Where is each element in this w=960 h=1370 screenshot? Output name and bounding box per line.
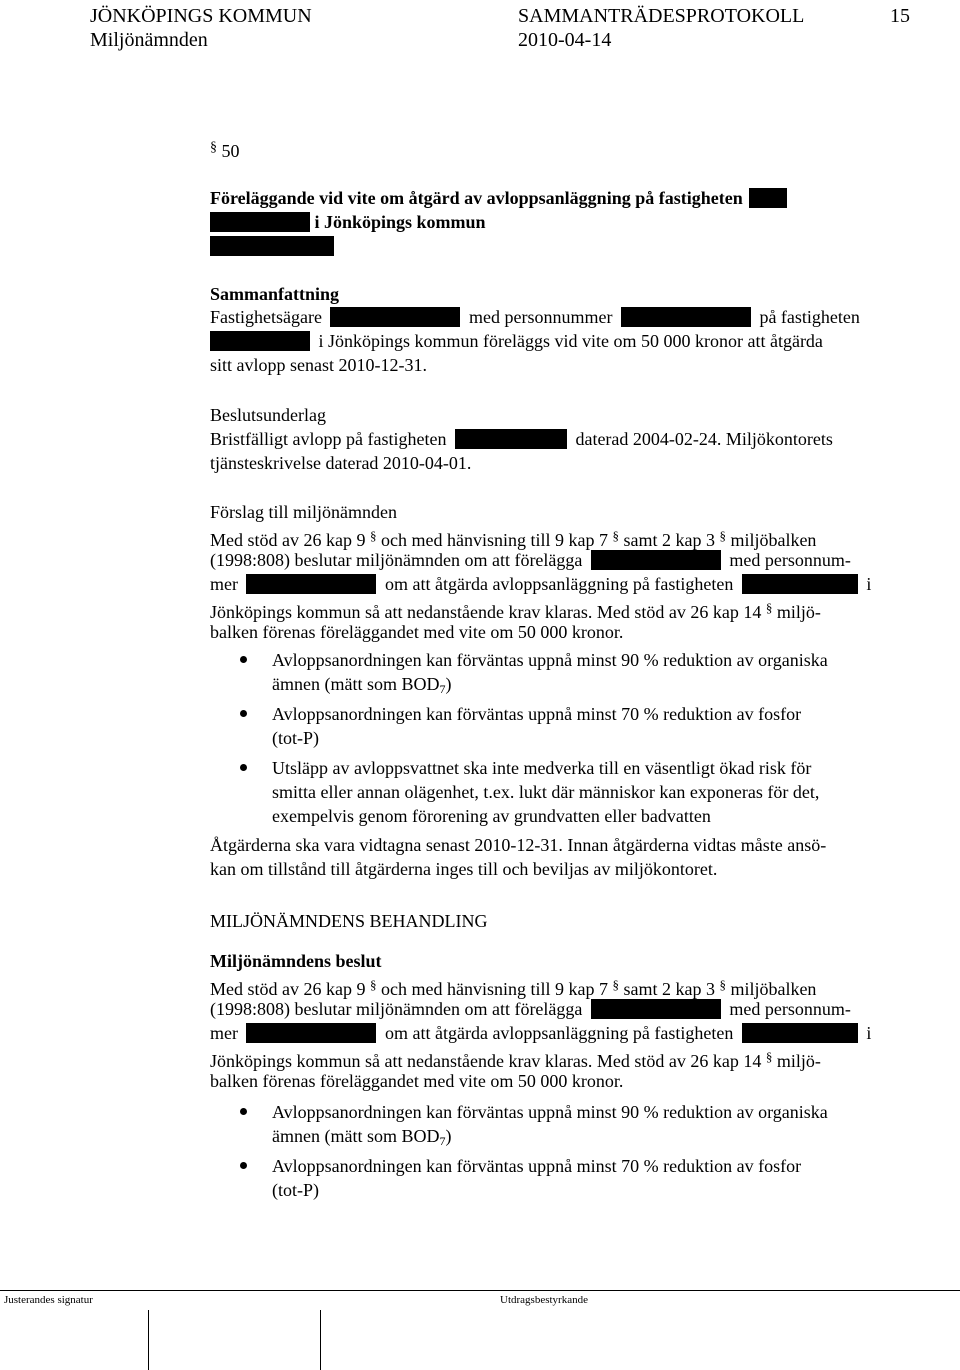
redaction: [210, 331, 310, 351]
section-sign: §: [612, 528, 619, 543]
bullet-icon: [240, 710, 247, 717]
summary-line-2: i Jönköpings kommun föreläggs vid vite om 50 000 kronor att åtgärda: [210, 329, 823, 353]
actions-line-2: kan om tillstånd till åtgärderna inges till och beviljas av miljökontoret.: [210, 859, 718, 879]
bullet-icon: [240, 1108, 247, 1115]
footer-signature-label: Justerandes signatur: [4, 1294, 93, 1306]
redaction: [330, 307, 460, 327]
section-sign: §: [719, 977, 726, 992]
footer-certification-label: Utdragsbestyrkande: [500, 1294, 588, 1306]
page-number: 15: [890, 5, 910, 27]
title-line-2: i Jönköpings kommun: [210, 210, 486, 234]
decision-line-4: Jönköpings kommun så att nedanstående krav klaras. Med stöd av 26 kap 14 § miljö-: [210, 1049, 821, 1071]
proposal-bullet-1-line-1: Avloppsanordningen kan förväntas uppnå minst 90 % reduktion av organiska: [272, 650, 828, 670]
section-sign: §: [612, 977, 619, 992]
bullet-icon: [240, 764, 247, 771]
meeting-date: 2010-04-14: [518, 29, 612, 51]
redaction: [591, 550, 721, 570]
redaction: [742, 1023, 858, 1043]
decision-bullet-1-line-1: Avloppsanordningen kan förväntas uppnå minst 90 % reduktion av organiska: [272, 1102, 828, 1122]
redaction: [749, 188, 787, 208]
handling-heading: MILJÖNÄMNDENS BEHANDLING: [210, 911, 488, 931]
decision-line-3: mer om att åtgärda avloppsanläggning på fastigheten i: [210, 1023, 872, 1043]
summary-heading: Sammanfattning: [210, 284, 340, 304]
bullet-icon: [240, 1162, 247, 1169]
basis-line-1: Bristfälligt avlopp på fastigheten daterad 2004-02-24. Miljökontorets: [210, 429, 833, 449]
proposal-line-1: Med stöd av 26 kap 9 § och med hänvisning till 9 kap 7 § samt 2 kap 3 § miljöbalken: [210, 528, 817, 550]
decision-bullet-1-line-2: ämnen (mätt som $BOD_7$): [272, 1126, 452, 1148]
redaction: [246, 574, 376, 594]
decision-line-2: (1998:808) beslutar miljönämnden om att förelägga med personnum-: [210, 999, 851, 1019]
signature-divider: [320, 1310, 321, 1370]
proposal-bullet-3-line-3: exempelvis genom förorening av grundvatten eller badvatten: [272, 806, 711, 826]
paragraph-number: [210, 136, 240, 163]
redaction: [455, 429, 567, 449]
section-sign: §: [369, 977, 377, 992]
decision-line-1: Med stöd av 26 kap 9 § och med hänvisning till 9 kap 7 § samt 2 kap 3 § miljöbalken: [210, 977, 817, 999]
decision-line-5: balken förenas föreläggandet med vite om 50 000 kronor.: [210, 1071, 624, 1091]
redaction: [591, 999, 721, 1019]
redaction: [210, 212, 310, 232]
proposal-line-2: (1998:808) beslutar miljönämnden om att förelägga med personnum-: [210, 550, 851, 570]
proposal-bullet-3-line-2: smitta eller annan olägenhet, t.ex. lukt där människor kan exponeras för det,: [272, 782, 820, 802]
proposal-bullet-2-line-2: (tot-P): [272, 728, 319, 748]
decision-heading: Miljönämndens beslut: [210, 951, 382, 971]
section-sign: §: [719, 528, 726, 543]
proposal-bullet-1-line-2: ämnen (mätt som $BOD_7$): [272, 674, 452, 696]
decision-bullet-2-line-2: (tot-P): [272, 1180, 319, 1200]
section-sign: §: [765, 600, 773, 615]
section-sign: §: [765, 1049, 773, 1064]
doc-type: SAMMANTRÄDESPROTOKOLL: [518, 5, 805, 27]
proposal-line-5: balken förenas föreläggandet med vite om 50 000 kronor.: [210, 622, 624, 642]
section-sign: §: [210, 140, 217, 155]
redaction: [621, 307, 751, 327]
proposal-line-4: Jönköpings kommun så att nedanstående krav klaras. Med stöd av 26 kap 14 § miljö-: [210, 600, 821, 622]
summary-line-3: sitt avlopp senast 2010-12-31.: [210, 355, 427, 375]
redaction: [742, 574, 858, 594]
committee-name: Miljönämnden: [90, 29, 208, 51]
proposal-heading: Förslag till miljönämnden: [210, 502, 397, 522]
proposal-bullet-2-line-1: Avloppsanordningen kan förväntas uppnå minst 70 % reduktion av fosfor: [272, 704, 802, 724]
basis-line-2: tjänsteskrivelse daterad 2010-04-01.: [210, 453, 472, 473]
title-line-1: Föreläggande vid vite om åtgärd av avloppsanläggning på fastigheten: [210, 186, 787, 210]
bullet-icon: [240, 656, 247, 663]
basis-heading: Beslutsunderlag: [210, 405, 326, 425]
proposal-bullet-3-line-1: Utsläpp av avloppsvattnet ska inte medverka till en väsentligt ökad risk för: [272, 758, 812, 778]
section-sign: §: [369, 528, 377, 543]
summary-line-1: Fastighetsägare med personnummer på fastigheten: [210, 307, 860, 327]
proposal-line-3: mer om att åtgärda avloppsanläggning på fastigheten i: [210, 574, 872, 594]
footer-divider: [0, 1290, 960, 1291]
paragraph-value: 50: [221, 141, 240, 161]
actions-line-1: Åtgärderna ska vara vidtagna senast 2010-12-31. Innan åtgärderna vidtas måste ansö-: [210, 835, 827, 855]
decision-bullet-2-line-1: Avloppsanordningen kan förväntas uppnå minst 70 % reduktion av fosfor: [272, 1156, 802, 1176]
org-name: JÖNKÖPINGS KOMMUN: [90, 5, 312, 27]
redaction: [210, 236, 334, 256]
signature-divider: [148, 1310, 149, 1370]
redaction: [246, 1023, 376, 1043]
